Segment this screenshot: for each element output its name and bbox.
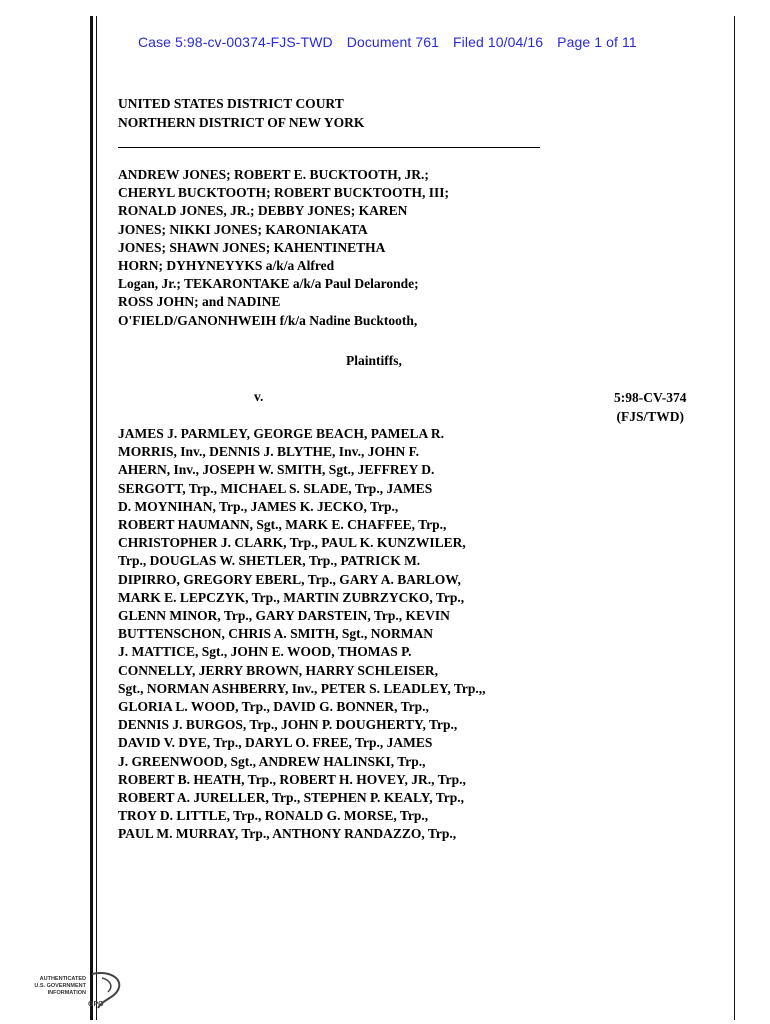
defendant-line: Sgt., NORMAN ASHBERRY, Inv., PETER S. LEADLEY, Trp.,,	[118, 680, 486, 696]
defendant-line: ROBERT A. JURELLER, Trp., STEPHEN P. KEALY, Trp.,	[118, 790, 465, 806]
gpo-authentication-seal	[34, 970, 134, 1014]
case-number	[614, 388, 686, 426]
seal-mark: GPO	[88, 1001, 104, 1008]
plaintiff-line: Logan, Jr.; TEKARONTAKE a/k/a Paul Delaronde;	[118, 276, 419, 292]
court-name	[118, 94, 364, 132]
seal-line-2: U.S. GOVERNMENT	[34, 983, 86, 989]
defendant-line: SERGOTT, Trp., MICHAEL S. SLADE, Trp., JAMES	[118, 480, 433, 496]
versus-label: v.	[254, 389, 264, 404]
defendant-line: D. MOYNIHAN, Trp., JAMES K. JECKO, Trp.,	[118, 498, 399, 514]
defendant-line: ROBERT B. HEATH, Trp., ROBERT H. HOVEY, JR., Trp.,	[118, 771, 466, 787]
seal-line-3: INFORMATION	[47, 990, 86, 996]
court-line-1: UNITED STATES DISTRICT COURT	[118, 96, 344, 111]
defendant-line: DAVID V. DYE, Trp., DARYL O. FREE, Trp., JAMES	[118, 735, 433, 751]
defendant-line: CONNELLY, JERRY BROWN, HARRY SCHLEISER,	[118, 662, 438, 678]
left-margin-rule-thin	[96, 16, 97, 1020]
defendant-line: Trp., DOUGLAS W. SHETLER, Trp., PATRICK M.	[118, 553, 421, 569]
plaintiff-line: JONES; SHAWN JONES; KAHENTINETHA	[118, 239, 386, 255]
defendant-line: CHRISTOPHER J. CLARK, Trp., PAUL K. KUNZWILER,	[118, 535, 466, 551]
defendant-line: BUTTENSCHON, CHRIS A. SMITH, Sgt., NORMAN	[118, 626, 434, 642]
plaintiff-line: JONES; NIKKI JONES; KARONIAKATA	[118, 221, 368, 237]
left-margin-rule-thick	[90, 16, 93, 1020]
defendant-line: ROBERT HAUMANN, Sgt., MARK E. CHAFFEE, Trp.,	[118, 517, 447, 533]
plaintiff-line: ROSS JOHN; and NADINE	[118, 294, 281, 310]
defendant-line: DIPIRRO, GREGORY EBERL, Trp., GARY A. BARLOW,	[118, 571, 461, 587]
plaintiff-line: HORN; DYHYNEYYKS a/k/a Alfred	[118, 258, 335, 274]
plaintiff-line: CHERYL BUCKTOOTH; ROBERT BUCKTOOTH, III;	[118, 185, 450, 201]
defendant-line: TROY D. LITTLE, Trp., RONALD G. MORSE, Trp.,	[118, 808, 429, 824]
plaintiffs-list	[118, 166, 449, 330]
right-margin-rule	[734, 16, 735, 1020]
filed-date: Filed 10/04/16	[453, 34, 544, 50]
caption-divider	[118, 147, 540, 148]
defendant-line: JAMES J. PARMLEY, GEORGE BEACH, PAMELA R.	[118, 426, 445, 441]
plaintiff-line: ANDREW JONES; ROBERT E. BUCKTOOTH, JR.;	[118, 167, 429, 182]
defendant-line: GLORIA L. WOOD, Trp., DAVID G. BONNER, Trp.,	[118, 699, 429, 715]
case-number-line-1: 5:98-CV-374	[614, 390, 687, 405]
court-line-2: NORTHERN DISTRICT OF NEW YORK	[118, 115, 365, 130]
seal-line-1: AUTHENTICATED	[39, 976, 86, 982]
defendant-line: GLENN MINOR, Trp., GARY DARSTEIN, Trp., KEVIN	[118, 608, 450, 624]
defendant-line: PAUL M. MURRAY, Trp., ANTHONY RANDAZZO, Trp.,	[118, 826, 457, 842]
defendant-line: DENNIS J. BURGOS, Trp., JOHN P. DOUGHERTY, Trp.,	[118, 717, 458, 733]
defendant-line: J. GREENWOOD, Sgt., ANDREW HALINSKI, Trp.,	[118, 753, 426, 769]
plaintiffs-label: Plaintiffs,	[346, 353, 402, 368]
plaintiff-line: O'FIELD/GANONHWEIH f/k/a Nadine Bucktooth,	[118, 312, 418, 328]
defendant-line: J. MATTICE, Sgt., JOHN E. WOOD, THOMAS P.	[118, 644, 412, 660]
defendant-line: MARK E. LEPCZYK, Trp., MARTIN ZUBRZYCKO, Trp.,	[118, 589, 465, 605]
defendant-line: AHERN, Inv., JOSEPH W. SMITH, Sgt., JEFFREY D.	[118, 462, 435, 478]
case-number-line-2: (FJS/TWD)	[616, 409, 684, 424]
case-caption-number: Case 5:98-cv-00374-FJS-TWD	[137, 34, 333, 50]
document-number: Document 761	[346, 34, 439, 50]
eagle-wing-icon	[102, 978, 111, 992]
filing-header	[122, 18, 651, 66]
plaintiff-line: RONALD JONES, JR.; DEBBY JONES; KAREN	[118, 203, 408, 219]
defendants-list	[118, 425, 486, 844]
page-count: Page 1 of 11	[557, 34, 637, 50]
defendant-line: MORRIS, Inv., DENNIS J. BLYTHE, Inv., JOHN F.	[118, 444, 419, 460]
